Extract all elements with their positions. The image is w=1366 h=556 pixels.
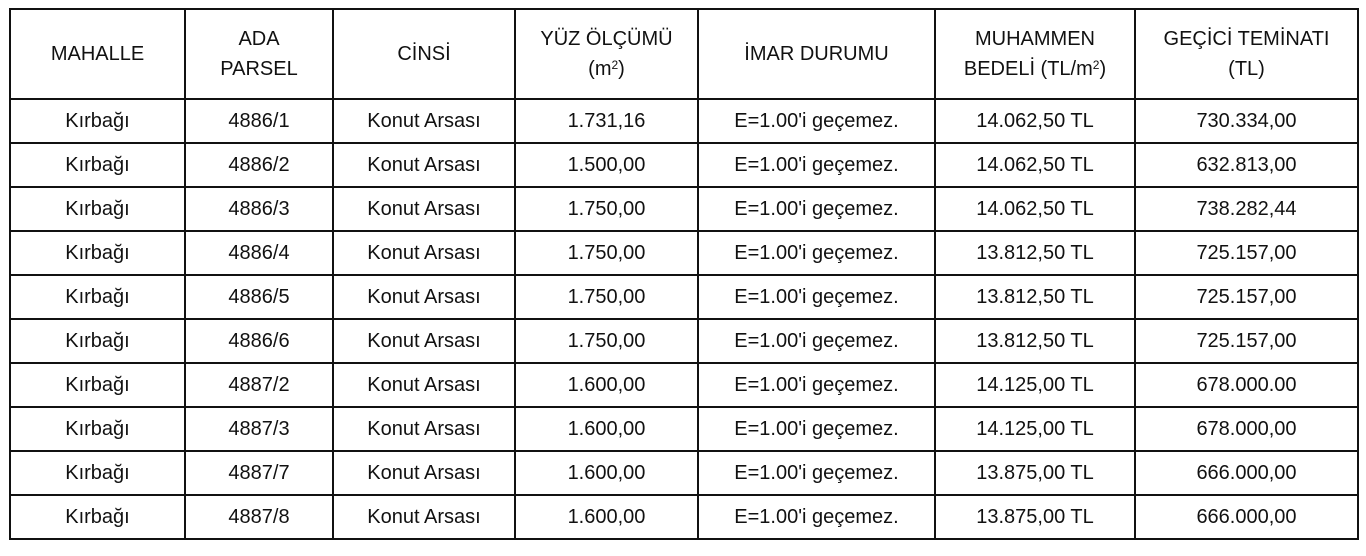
imar-durumu-cell: E=1.00'i geçemez. bbox=[698, 99, 935, 143]
table-body bbox=[10, 99, 1358, 539]
ada-parsel-cell: 4887/3 bbox=[185, 407, 333, 451]
yuz-olcumu-cell: 1.750,00 bbox=[515, 319, 698, 363]
mahalle-cell: Kırbağı bbox=[10, 451, 185, 495]
gecici-teminati-cell: 725.157,00 bbox=[1135, 319, 1358, 363]
table-row bbox=[10, 231, 1358, 275]
muhammen-bedeli-cell: 13.812,50 TL bbox=[935, 319, 1135, 363]
table-row bbox=[10, 451, 1358, 495]
mahalle-cell: Kırbağı bbox=[10, 319, 185, 363]
muhammen-bedeli-cell: 13.875,00 TL bbox=[935, 451, 1135, 495]
parcel-table-container bbox=[9, 8, 1359, 540]
cinsi-cell: Konut Arsası bbox=[333, 231, 515, 275]
imar-durumu-cell: E=1.00'i geçemez. bbox=[698, 187, 935, 231]
gecici-teminati-cell: 730.334,00 bbox=[1135, 99, 1358, 143]
muhammen-bedeli-cell: 14.062,50 TL bbox=[935, 187, 1135, 231]
mahalle-cell: Kırbağı bbox=[10, 187, 185, 231]
ada-parsel-cell: 4887/8 bbox=[185, 495, 333, 539]
cinsi-cell: Konut Arsası bbox=[333, 495, 515, 539]
muhammen-bedeli-cell: 14.062,50 TL bbox=[935, 143, 1135, 187]
yuz-olcumu-cell: 1.600,00 bbox=[515, 451, 698, 495]
cinsi-cell: Konut Arsası bbox=[333, 319, 515, 363]
ada-parsel-cell: 4886/4 bbox=[185, 231, 333, 275]
imar-durumu-cell: E=1.00'i geçemez. bbox=[698, 363, 935, 407]
mahalle-cell: Kırbağı bbox=[10, 407, 185, 451]
gecici-teminati-cell: 632.813,00 bbox=[1135, 143, 1358, 187]
imar-durumu-cell: E=1.00'i geçemez. bbox=[698, 319, 935, 363]
gecici-teminati-cell: 725.157,00 bbox=[1135, 231, 1358, 275]
ada-parsel-cell: 4887/2 bbox=[185, 363, 333, 407]
header-mahalle: MAHALLE bbox=[10, 9, 185, 99]
yuz-olcumu-cell: 1.600,00 bbox=[515, 407, 698, 451]
imar-durumu-cell: E=1.00'i geçemez. bbox=[698, 495, 935, 539]
mahalle-cell: Kırbağı bbox=[10, 275, 185, 319]
ada-parsel-cell: 4886/3 bbox=[185, 187, 333, 231]
gecici-teminati-cell: 666.000,00 bbox=[1135, 495, 1358, 539]
gecici-teminati-cell: 738.282,44 bbox=[1135, 187, 1358, 231]
table-row bbox=[10, 275, 1358, 319]
header-muhammen-bedeli-unit: BEDELİ $(TL/m^2)$ bbox=[963, 58, 1107, 80]
ada-parsel-cell: 4886/1 bbox=[185, 99, 333, 143]
yuz-olcumu-cell: 1.750,00 bbox=[515, 275, 698, 319]
muhammen-bedeli-cell: 14.125,00 TL bbox=[935, 363, 1135, 407]
table-row bbox=[10, 407, 1358, 451]
cinsi-cell: Konut Arsası bbox=[333, 363, 515, 407]
imar-durumu-cell: E=1.00'i geçemez. bbox=[698, 451, 935, 495]
yuz-olcumu-cell: 1.750,00 bbox=[515, 231, 698, 275]
yuz-olcumu-cell: 1.500,00 bbox=[515, 143, 698, 187]
header-yuz-olcumu-unit: $(m^2)$ bbox=[588, 58, 625, 80]
ada-parsel-cell: 4886/2 bbox=[185, 143, 333, 187]
imar-durumu-cell: E=1.00'i geçemez. bbox=[698, 407, 935, 451]
muhammen-bedeli-cell: 13.875,00 TL bbox=[935, 495, 1135, 539]
mahalle-cell: Kırbağı bbox=[10, 363, 185, 407]
gecici-teminati-cell: 678.000.00 bbox=[1135, 363, 1358, 407]
yuz-olcumu-cell: 1.600,00 bbox=[515, 363, 698, 407]
header-cinsi: CİNSİ bbox=[333, 9, 515, 99]
table-row bbox=[10, 187, 1358, 231]
gecici-teminati-cell: 666.000,00 bbox=[1135, 451, 1358, 495]
muhammen-bedeli-cell: 14.125,00 TL bbox=[935, 407, 1135, 451]
ada-parsel-cell: 4886/5 bbox=[185, 275, 333, 319]
parcel-table bbox=[9, 8, 1359, 540]
header-row bbox=[10, 9, 1358, 99]
cinsi-cell: Konut Arsası bbox=[333, 187, 515, 231]
muhammen-bedeli-cell: 13.812,50 TL bbox=[935, 275, 1135, 319]
mahalle-cell: Kırbağı bbox=[10, 143, 185, 187]
ada-parsel-cell: 4886/6 bbox=[185, 319, 333, 363]
cinsi-cell: Konut Arsası bbox=[333, 407, 515, 451]
mahalle-cell: Kırbağı bbox=[10, 495, 185, 539]
yuz-olcumu-cell: 1.600,00 bbox=[515, 495, 698, 539]
gecici-teminati-cell: 725.157,00 bbox=[1135, 275, 1358, 319]
cinsi-cell: Konut Arsası bbox=[333, 451, 515, 495]
imar-durumu-cell: E=1.00'i geçemez. bbox=[698, 275, 935, 319]
gecici-teminati-cell: 678.000,00 bbox=[1135, 407, 1358, 451]
header-muhammen-bedeli: MUHAMMEN BEDELİ $(TL/m^2)$ bbox=[935, 9, 1135, 99]
yuz-olcumu-cell: 1.731,16 bbox=[515, 99, 698, 143]
yuz-olcumu-cell: 1.750,00 bbox=[515, 187, 698, 231]
cinsi-cell: Konut Arsası bbox=[333, 275, 515, 319]
imar-durumu-cell: E=1.00'i geçemez. bbox=[698, 143, 935, 187]
imar-durumu-cell: E=1.00'i geçemez. bbox=[698, 231, 935, 275]
table-row bbox=[10, 99, 1358, 143]
muhammen-bedeli-cell: 14.062,50 TL bbox=[935, 99, 1135, 143]
cinsi-cell: Konut Arsası bbox=[333, 143, 515, 187]
header-yuz-olcumu: YÜZ ÖLÇÜMÜ $(m^2)$ bbox=[515, 9, 698, 99]
mahalle-cell: Kırbağı bbox=[10, 99, 185, 143]
table-row bbox=[10, 495, 1358, 539]
header-gecici-teminati: GEÇİCİ TEMİNATI (TL) bbox=[1135, 9, 1358, 99]
table-row bbox=[10, 143, 1358, 187]
ada-parsel-cell: 4887/7 bbox=[185, 451, 333, 495]
muhammen-bedeli-cell: 13.812,50 TL bbox=[935, 231, 1135, 275]
table-row bbox=[10, 319, 1358, 363]
table-row bbox=[10, 363, 1358, 407]
header-ada-parsel: ADA PARSEL bbox=[185, 9, 333, 99]
cinsi-cell: Konut Arsası bbox=[333, 99, 515, 143]
header-imar-durumu: İMAR DURUMU bbox=[698, 9, 935, 99]
mahalle-cell: Kırbağı bbox=[10, 231, 185, 275]
